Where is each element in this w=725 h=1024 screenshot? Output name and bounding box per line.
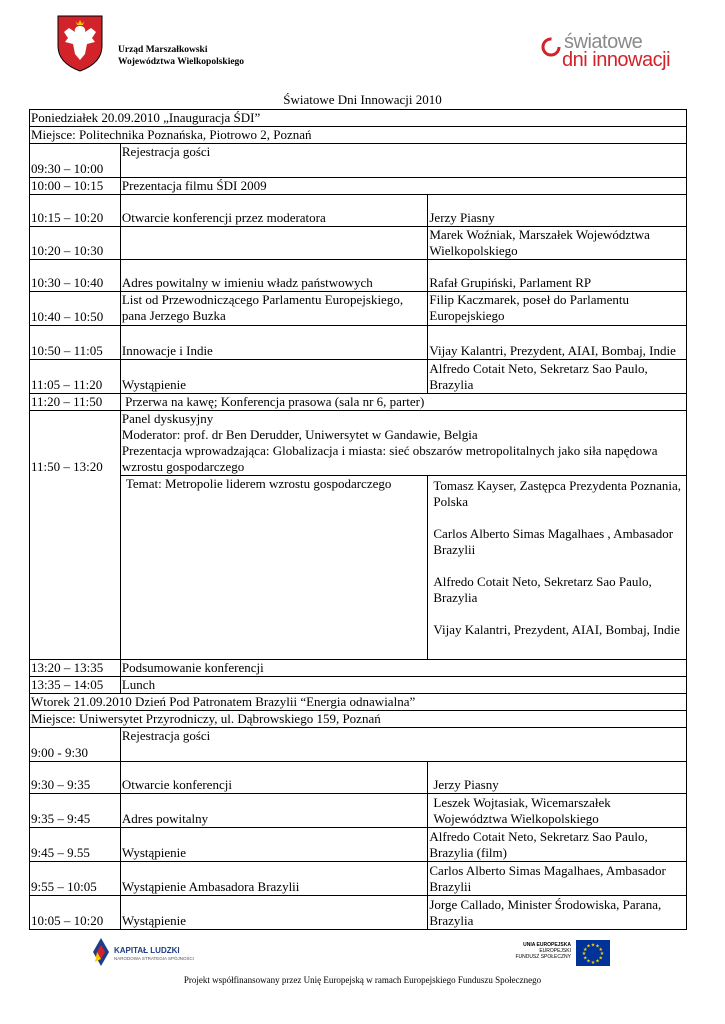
time-cell: 9:35 – 9:45 [30,794,121,828]
time-cell: 11:50 – 13:20 [30,411,121,660]
event-cell: Otwarcie konferencji [120,762,428,794]
table-row [30,762,687,794]
speaker-cell: Carlos Alberto Simas Magalhaes, Ambasador Brazylii [428,862,687,896]
speaker-cell: Alfredo Cotait Neto, Sekretarz Sao Paulo, Brazylia (film) [428,828,687,862]
panelists-cell [428,476,687,660]
svg-text:★: ★ [582,947,588,953]
event-cell: Podsumowanie konferencji [120,660,686,677]
time-cell: 9:45 – 9.55 [30,828,121,862]
panel-description [120,411,686,476]
svg-text:★: ★ [590,942,596,949]
speaker-text: Leszek Wojtasiak, Wicemarszałek Województwa Wielkopolskiego [433,795,611,826]
time-cell: 9:55 – 10:05 [30,862,121,896]
day1-venue-row [30,127,687,144]
eu-line-3: FUNDUSZ SPOŁECZNY [515,954,571,960]
event-cell: Wystąpienie [120,360,428,394]
panel-row [30,411,687,476]
time-cell: 9:00 - 9:30 [30,728,121,762]
table-row [30,260,687,292]
time-cell: 10:50 – 11:05 [30,326,121,360]
event-cell: List od Przewodniczącego Parlamentu Europejskiego, pana Jerzego Buzka [120,292,428,326]
speaker-cell: Filip Kaczmarek, poseł do Parlamentu Europejskiego [428,292,687,326]
svg-text:★: ★ [598,947,604,953]
schedule-table [29,109,687,930]
eu-flag-icon [576,940,610,966]
time-cell: 11:05 – 11:20 [30,360,121,394]
sdi-logo-line-2: dni innowacji [562,49,671,71]
kapital-ludzki-icon [92,937,110,967]
panel-label: Panel dyskusyjny [121,411,214,426]
eu-text [505,942,571,960]
table-row [30,660,687,677]
break-cell [120,394,686,411]
panelist: Carlos Alberto Simas Magalhaes , Ambasador Brazylii [433,526,674,557]
speaker-cell: Jerzy Piasny [428,195,687,227]
time-cell: 11:20 – 11:50 [30,394,121,411]
event-cell: Wystąpienie [120,896,428,930]
event-cell: Wystąpienie Ambasadora Brazylii [120,862,428,896]
time-cell: 10:30 – 10:40 [30,260,121,292]
time-cell: 09:30 – 10:00 [30,144,121,178]
speaker-cell: Jorge Callado, Minister Środowiska, Parana, Brazylia [428,896,687,930]
speaker-cell [428,794,687,828]
kapital-ludzki-subtitle: NARODOWA STRATEGIA SPÓJNOŚCI [114,956,195,961]
document-title: Światowe Dni Innowacji 2010 [283,92,442,107]
table-row [30,728,687,762]
speaker-cell: Rafał Grupiński, Parlament RP [428,260,687,292]
table-row [30,828,687,862]
speaker-cell: Alfredo Cotait Neto, Sekretarz Sao Paulo, Brazylia [428,360,687,394]
panel-intro: Prezentacja wprowadzająca: Globalizacja i miasta: sieć obszarów metropolitalnych jako siła napędowa wzrostu gospodarczego [121,443,658,474]
sdi-logo-line-1: światowe [564,31,643,53]
svg-text:★: ★ [586,943,591,950]
table-row [30,862,687,896]
sdi-logo [540,32,670,74]
event-cell [120,227,428,260]
event-cell: Lunch [120,677,686,694]
table-row [30,677,687,694]
sdi-swirl-icon [540,36,562,58]
table-row [30,896,687,930]
table-row [30,195,687,227]
speaker-cell: Vijay Kalantri, Prezydent, AIAI, Bombaj, Indie [428,326,687,360]
eu-logo [505,940,615,968]
table-row [30,144,687,178]
event-cell: Adres powitalny w imieniu władz państwowych [120,260,428,292]
eu-line-2: EUROPEJSKI [539,948,571,954]
office-name [118,44,244,68]
time-cell: 10:20 – 10:30 [30,227,121,260]
panel-topic-text: Temat: Metropolie liderem wzrostu gospodarczego [125,476,392,491]
footer-note: Projekt współfinansowany przez Unię Europejską w ramach Europejskiego Funduszu Społecznego [183,975,542,985]
break-text: Przerwa na kawę; Konferencja prasowa (sala nr 6, parter) [125,394,425,409]
svg-text:★: ★ [595,943,600,950]
table-row [30,794,687,828]
eu-line-1: UNIA EUROPEJSKA [523,942,571,948]
event-cell: Innowacje i Indie [120,326,428,360]
table-row [30,326,687,360]
speaker-cell [428,762,687,794]
time-cell: 13:35 – 14:05 [30,677,121,694]
footer-logos [0,937,725,969]
day2-venue: Miejsce: Uniwersytet Przyrodniczy, ul. Dąbrowskiego 159, Poznań [30,711,687,728]
panelist: Vijay Kalantri, Prezydent, AIAI, Bombaj, Indie [433,622,680,637]
panel-topic-row [30,476,687,660]
kapital-ludzki-name: KAPITAŁ LUDZKI [114,946,180,955]
time-cell: 9:30 – 9:35 [30,762,121,794]
time-cell: 13:20 – 13:35 [30,660,121,677]
table-row [30,227,687,260]
table-row [30,360,687,394]
kapital-ludzki-logo [92,937,222,969]
event-cell: Rejestracja gości [120,144,686,178]
svg-text:★: ★ [598,955,604,962]
svg-text:★: ★ [586,958,591,965]
event-cell: Rejestracja gości [120,728,686,762]
day2-heading: Wtorek 21.09.2010 Dzień Pod Patronatem Brazylii “Energia odnawialna” [30,694,687,711]
svg-text:★: ★ [595,958,600,965]
day2-heading-row [30,694,687,711]
day2-venue-row [30,711,687,728]
day1-heading: Poniedziałek 20.09.2010 „Inauguracja ŚDI” [30,110,687,127]
office-line-2: Województwa Wielkopolskiego [118,57,245,67]
event-cell: Adres powitalny [120,794,428,828]
svg-text:★: ★ [599,951,605,958]
break-row [30,394,687,411]
svg-text:★: ★ [582,955,588,962]
time-cell: 10:00 – 10:15 [30,178,121,195]
time-cell: 10:05 – 10:20 [30,896,121,930]
svg-text:★: ★ [590,959,596,966]
panelist: Alfredo Cotait Neto, Sekretarz Sao Paulo, Brazylia [433,574,652,605]
day1-venue: Miejsce: Politechnika Poznańska, Piotrowo 2, Poznań [30,127,687,144]
svg-text:★: ★ [581,951,587,958]
panelist: Tomasz Kayser, Zastępca Prezydenta Poznania, Polska [433,478,682,509]
day1-heading-row [30,110,687,127]
table-row [30,292,687,326]
event-cell: Prezentacja filmu ŚDI 2009 [120,178,686,195]
panel-topic [120,476,428,660]
time-cell: 10:15 – 10:20 [30,195,121,227]
speaker-text: Jerzy Piasny [433,777,499,792]
coat-of-arms-logo [55,14,105,72]
event-cell: Otwarcie konferencji przez moderatora [120,195,428,227]
office-line-1: Urząd Marszałkowski [118,45,208,55]
table-row [30,178,687,195]
panel-moderator: Moderator: prof. dr Ben Derudder, Uniwersytet w Gandawie, Belgia [121,427,478,442]
time-cell: 10:40 – 10:50 [30,292,121,326]
event-cell: Wystąpienie [120,828,428,862]
speaker-cell: Marek Woźniak, Marszałek Województwa Wielkopolskiego [428,227,687,260]
